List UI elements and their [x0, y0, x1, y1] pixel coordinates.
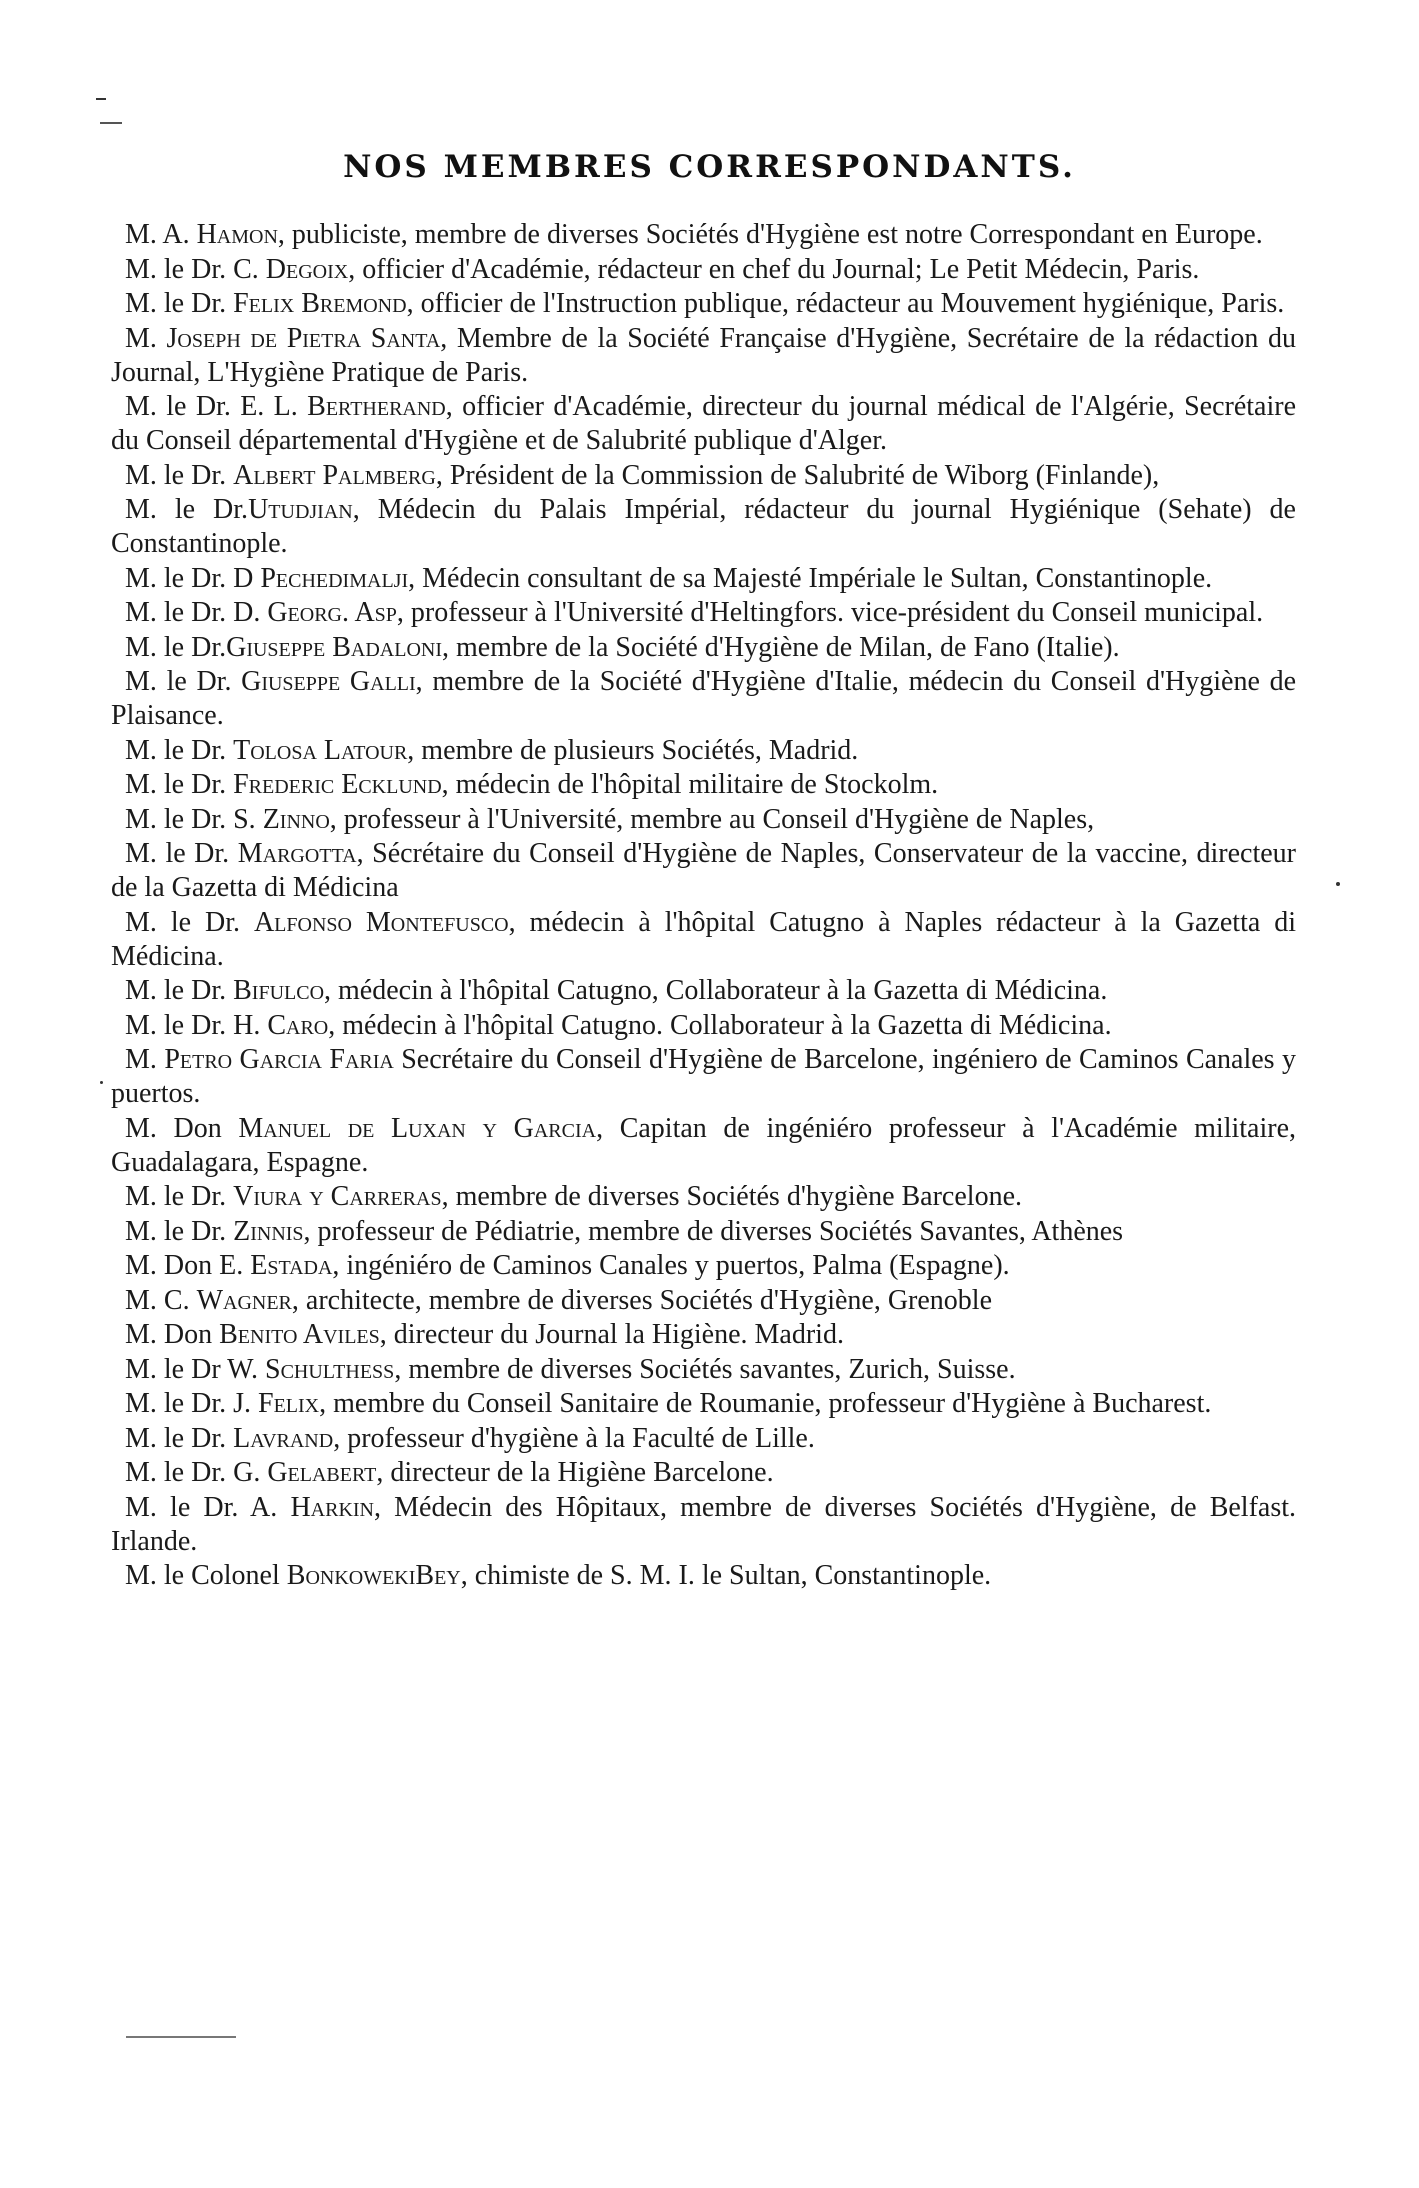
entry-prefix: M. le Dr.	[125, 1215, 234, 1247]
entry-prefix: M. le Dr. J.	[125, 1388, 258, 1419]
entry-prefix: M. le Dr.	[125, 838, 238, 869]
entry-prefix: M. Don E.	[125, 1250, 251, 1281]
correspondent-name: Degoix	[265, 253, 349, 285]
correspondent-name: Giuseppe Galli	[241, 666, 416, 697]
entry-prefix: M. le Dr.	[125, 494, 249, 525]
entry-prefix: M. le Dr. D	[125, 562, 261, 594]
correspondent-name: Lavrand	[233, 1422, 334, 1454]
correspondent-name: Pechedimalji	[260, 562, 409, 594]
entry-description: , membre de plusieurs Sociétés, Madrid.	[407, 734, 859, 766]
correspondent-entry	[111, 1422, 1296, 1456]
correspondent-name: Georg. Asp	[267, 597, 397, 628]
correspondent-name: Bertherand	[307, 391, 446, 422]
entry-prefix: M. le Dr.	[125, 769, 234, 800]
correspondent-entry	[111, 1112, 1296, 1180]
correspondent-entry	[111, 1180, 1296, 1214]
correspondent-name: Viura y Carreras	[233, 1181, 442, 1212]
entry-prefix: M. le Dr.	[125, 1181, 234, 1212]
entry-description: , officier d'Académie, rédacteur en chef du Journal; Le Petit Médecin, Paris.	[348, 253, 1200, 285]
entry-prefix: M. le Dr. D.	[125, 597, 268, 628]
entry-description: , officier de l'Instruction publique, rédacteur au Mouvement hygiénique, Paris.	[406, 288, 1285, 319]
correspondent-entry	[111, 390, 1296, 458]
correspondent-name: Bifulco	[233, 975, 325, 1006]
correspondent-entry	[111, 803, 1296, 837]
entry-prefix: M. le Dr. E. L.	[125, 391, 308, 422]
correspondent-entry	[111, 1559, 1296, 1593]
entry-prefix: M. le Dr.	[125, 734, 234, 766]
correspondent-name: Hamon	[196, 219, 278, 250]
correspondent-entry	[111, 493, 1296, 561]
entry-description: , Président de la Commission de Salubrité de Wiborg (Finlande),	[435, 459, 1160, 491]
entry-prefix: M. le Dr. G.	[125, 1457, 268, 1488]
entry-description: , ingéniéro de Caminos Canales y puertos, Palma (Espagne).	[332, 1250, 1010, 1281]
entry-description: , médecin à l'hôpital Catugno. Collaborateur à la Gazetta di Médicina.	[328, 1009, 1112, 1041]
correspondent-name: Gelabert	[267, 1457, 377, 1488]
correspondent-name: Utudjian	[248, 494, 353, 525]
correspondent-entry	[111, 1043, 1296, 1111]
correspondent-name: Felix Bremond	[233, 288, 407, 319]
correspondent-entry	[111, 906, 1296, 974]
entry-description: , officier d'Académie, directeur du journal médical de l'Algérie, Secrétaire du Conseil départemental d'Hygiène et de Salubrité publique d'Alger.	[111, 391, 1297, 456]
entry-prefix: M.	[125, 1044, 165, 1075]
entry-prefix: M. le Dr.	[125, 288, 234, 319]
correspondent-entry	[111, 1215, 1296, 1249]
correspondent-name: Tolosa Latour	[233, 734, 408, 766]
entry-description: , publiciste, membre de diverses Sociétés d'Hygiène est notre Correspondant en Europe.	[277, 219, 1263, 250]
entry-description: , professeur à l'Université d'Heltingfors. vice-président du Conseil municipal.	[396, 597, 1264, 628]
correspondent-name: Albert Palmberg	[233, 459, 436, 491]
correspondent-name: Benito Aviles	[219, 1319, 380, 1350]
entry-prefix: M. le Colonel	[125, 1560, 287, 1591]
correspondent-name: Petro Garcia Faria	[164, 1044, 394, 1075]
correspondent-name: Schulthess	[265, 1353, 395, 1385]
correspondent-name: Caro	[267, 1009, 329, 1041]
entry-prefix: M. le Dr.	[125, 975, 234, 1006]
correspondent-entry	[111, 287, 1296, 321]
entry-description: , chimiste de S. M. I. le Sultan, Constantinople.	[460, 1560, 992, 1591]
print-speck	[100, 1081, 103, 1084]
correspondent-entry	[111, 596, 1296, 630]
correspondent-name: Felix	[258, 1388, 320, 1419]
entry-description: , directeur du Journal la Higiène. Madrid.	[379, 1319, 844, 1350]
correspondents-list	[111, 218, 1296, 1594]
correspondent-name: Frederic Ecklund	[233, 769, 442, 800]
correspondent-name: Margotta	[237, 838, 357, 869]
entry-description: , médecin à l'hôpital Catugno, Collaborateur à la Gazetta di Médicina.	[324, 975, 1108, 1006]
correspondent-name: Giuseppe Badaloni	[226, 631, 443, 663]
correspondent-entry	[111, 768, 1296, 802]
entry-description: , membre du Conseil Sanitaire de Roumanie, professeur d'Hygiène à Bucharest.	[319, 1388, 1212, 1419]
entry-prefix: M. le Dr. C.	[125, 253, 266, 285]
correspondent-name: Estada	[250, 1250, 333, 1281]
correspondent-entry	[111, 1491, 1296, 1559]
entry-description: , Capitan de ingéniéro professeur à l'Académie militaire, Guadalagara, Espagne.	[111, 1112, 1297, 1178]
correspondent-name: Alfonso Montefusco	[253, 906, 509, 938]
print-speck	[96, 98, 106, 100]
entry-description: , architecte, membre de diverses Sociétés d'Hygiène, Grenoble	[291, 1284, 993, 1316]
correspondent-entry	[111, 1456, 1296, 1490]
correspondent-entry	[111, 631, 1296, 665]
entry-description: , membre de diverses Sociétés savantes, Zurich, Suisse.	[394, 1353, 1016, 1385]
entry-description: , Membre de la Société Française d'Hygiène, Secrétaire de la rédaction du Journal, L'Hygiène Pratique de Paris.	[111, 322, 1297, 388]
entry-description: , médecin à l'hôpital Catugno à Naples rédacteur à la Gazetta di Médicina.	[111, 906, 1297, 972]
footer-rule	[126, 2036, 236, 2038]
correspondent-name: Zinnis	[233, 1215, 304, 1247]
correspondent-name: Joseph de Pietra Santa	[166, 322, 441, 354]
correspondent-name: Harkin	[290, 1491, 374, 1523]
correspondent-entry	[111, 734, 1296, 768]
entry-description: , professeur d'hygiène à la Faculté de Lille.	[333, 1422, 815, 1454]
correspondent-entry	[111, 1318, 1296, 1352]
entry-prefix: M. le Dr. H.	[125, 1009, 268, 1041]
correspondent-entry	[111, 1009, 1296, 1043]
entry-prefix: M. le Dr.	[125, 459, 234, 491]
entry-description: , professeur à l'Université, membre au Conseil d'Hygiène de Naples,	[329, 803, 1095, 835]
entry-prefix: M. le Dr.	[125, 631, 227, 663]
entry-description: , professeur de Pédiatrie, membre de diverses Sociétés Savantes, Athènes	[303, 1215, 1124, 1247]
entry-prefix: M. le Dr.	[125, 1422, 234, 1454]
correspondent-entry	[111, 1353, 1296, 1387]
correspondent-entry	[111, 1387, 1296, 1421]
entry-description: , Médecin des Hôpitaux, membre de diverses Sociétés d'Hygiène, de Belfast. Irlande.	[111, 1491, 1296, 1557]
entry-prefix: M. C.	[125, 1284, 197, 1316]
entry-description: , membre de la Société d'Hygiène de Milan, de Fano (Italie).	[442, 631, 1120, 663]
correspondent-entry	[111, 218, 1296, 252]
correspondent-entry	[111, 253, 1296, 287]
entry-description: , Médecin consultant de sa Majesté Impériale le Sultan, Constantinople.	[408, 562, 1213, 594]
correspondent-entry	[111, 837, 1296, 905]
entry-description: , médecin de l'hôpital militaire de Stockolm.	[441, 769, 939, 800]
correspondent-entry	[111, 562, 1296, 596]
correspondent-name: Zinno	[262, 803, 330, 835]
entry-prefix: M. le Dr.	[125, 906, 254, 938]
correspondent-name: BonkowekiBey	[286, 1560, 461, 1591]
entry-description: , directeur de la Higiène Barcelone.	[376, 1457, 774, 1488]
entry-prefix: M. le Dr. A.	[125, 1491, 291, 1523]
entry-prefix: M. le Dr W.	[125, 1353, 265, 1385]
correspondent-name: Wagner	[196, 1284, 292, 1316]
entry-prefix: M. le Dr.	[125, 666, 242, 697]
entry-description: , membre de la Société d'Hygiène d'Italie, médecin du Conseil d'Hygiène de Plaisance.	[111, 666, 1296, 731]
correspondent-entry	[111, 665, 1296, 733]
entry-prefix: M. le Dr. S.	[125, 803, 263, 835]
print-speck	[1336, 882, 1340, 886]
correspondent-name: Manuel de Luxan y Garcia	[238, 1112, 597, 1144]
entry-prefix: M. A.	[125, 219, 197, 250]
correspondent-entry	[111, 322, 1296, 390]
entry-prefix: M. Don	[125, 1319, 220, 1350]
page-title: NOS MEMBRES CORRESPONDANTS.	[343, 148, 1076, 185]
print-speck	[100, 122, 122, 124]
entry-prefix: M. Don	[125, 1112, 239, 1144]
entry-description: Secrétaire du Conseil d'Hygiène de Barcelone, ingéniero de Caminos Canales y puertos.	[111, 1044, 1296, 1109]
correspondent-entry	[111, 1284, 1296, 1318]
correspondent-entry	[111, 459, 1296, 493]
entry-prefix: M.	[125, 322, 167, 354]
entry-description: , membre de diverses Sociétés d'hygiène Barcelone.	[441, 1181, 1022, 1212]
correspondent-entry	[111, 974, 1296, 1008]
correspondent-entry	[111, 1249, 1296, 1283]
entry-description: , Sécrétaire du Conseil d'Hygiène de Naples, Conservateur de la vaccine, directeur de la Gazetta di Médicina	[111, 838, 1296, 903]
entry-description: , Médecin du Palais Impérial, rédacteur du journal Hygiénique (Sehate) de Constantinople.	[111, 494, 1296, 559]
